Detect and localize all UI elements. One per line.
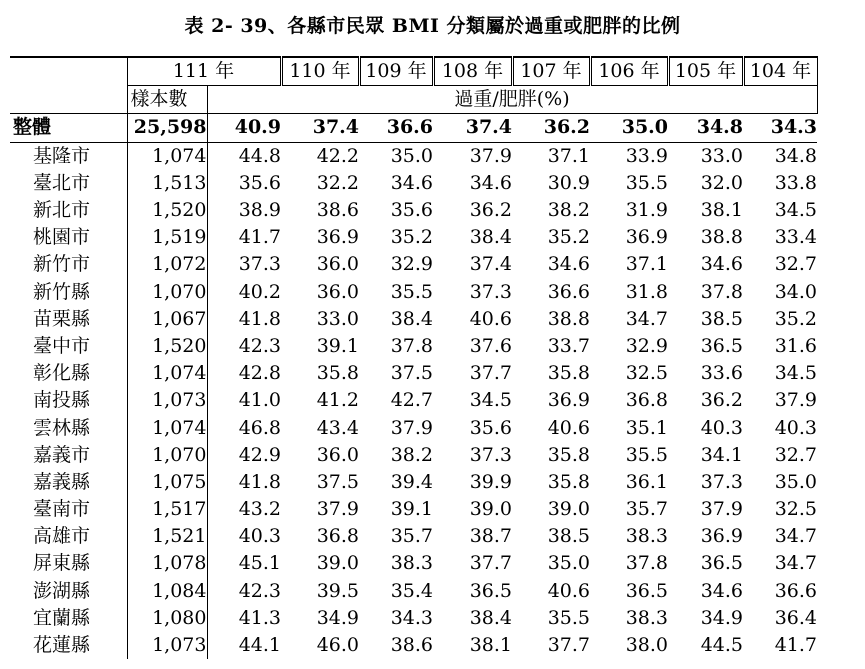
row-name: 臺南市 bbox=[33, 498, 91, 521]
value-cell: 39.0 bbox=[547, 498, 590, 521]
value-cell: 36.9 bbox=[316, 226, 359, 249]
bmi-table bbox=[10, 56, 818, 659]
table-row bbox=[10, 224, 817, 251]
value-cell: 40.3 bbox=[774, 416, 817, 439]
value-cell: 35.5 bbox=[547, 606, 590, 629]
table-row bbox=[10, 306, 817, 333]
value-cell: 35.0 bbox=[390, 144, 433, 167]
value-cell: 34.6 bbox=[700, 253, 743, 276]
table-row bbox=[10, 333, 817, 360]
value-cell: 40.9 bbox=[207, 114, 281, 142]
sample-size-cell: 1,074 bbox=[127, 142, 207, 170]
value-cell: 37.5 bbox=[390, 362, 433, 385]
value-cell: 39.1 bbox=[390, 498, 433, 521]
value-cell: 37.3 bbox=[469, 443, 512, 466]
sample-size-cell: 1,519 bbox=[127, 224, 207, 251]
value-cell: 38.5 bbox=[547, 525, 590, 548]
value-cell: 45.1 bbox=[238, 552, 281, 575]
value-cell: 36.9 bbox=[625, 226, 668, 249]
value-cell: 39.9 bbox=[469, 470, 512, 493]
header-year-111: 111 年 bbox=[127, 57, 281, 86]
row-name: 苗栗縣 bbox=[33, 307, 91, 330]
value-cell: 37.9 bbox=[774, 389, 817, 412]
value-cell: 35.8 bbox=[547, 470, 590, 493]
value-cell: 34.7 bbox=[774, 552, 817, 575]
value-cell: 35.0 bbox=[547, 552, 590, 575]
sample-size-cell: 1,074 bbox=[127, 360, 207, 387]
table-row bbox=[10, 279, 817, 306]
value-cell: 46.0 bbox=[316, 634, 359, 657]
value-cell: 32.7 bbox=[774, 253, 817, 276]
table-row bbox=[10, 442, 817, 469]
value-cell: 34.9 bbox=[316, 606, 359, 629]
header-year-108: 108 年 bbox=[433, 57, 512, 86]
value-cell: 34.5 bbox=[774, 362, 817, 385]
table-row bbox=[10, 605, 817, 632]
value-cell: 34.6 bbox=[469, 171, 512, 194]
row-name: 雲林縣 bbox=[33, 416, 91, 439]
value-cell: 36.5 bbox=[700, 334, 743, 357]
value-cell: 35.8 bbox=[547, 362, 590, 385]
table-row bbox=[10, 170, 817, 197]
value-cell: 38.4 bbox=[390, 307, 433, 330]
value-cell: 40.3 bbox=[238, 525, 281, 548]
value-cell: 35.2 bbox=[390, 226, 433, 249]
value-cell: 34.7 bbox=[774, 525, 817, 548]
sample-size-cell: 1,070 bbox=[127, 279, 207, 306]
value-cell: 39.4 bbox=[390, 470, 433, 493]
value-cell: 36.1 bbox=[625, 470, 668, 493]
table-row bbox=[10, 578, 817, 605]
value-cell: 40.6 bbox=[469, 307, 512, 330]
value-cell: 37.1 bbox=[547, 144, 590, 167]
row-name: 高雄市 bbox=[33, 525, 91, 548]
value-cell: 36.0 bbox=[316, 280, 359, 303]
value-cell: 42.8 bbox=[238, 362, 281, 385]
value-cell: 32.9 bbox=[625, 334, 668, 357]
table-row bbox=[10, 414, 817, 441]
header-row-years bbox=[10, 57, 817, 86]
row-name: 南投縣 bbox=[33, 389, 91, 412]
overweight-obese-header: 過重/肥胖(%) bbox=[207, 86, 817, 114]
value-cell: 37.6 bbox=[469, 334, 512, 357]
value-cell: 33.8 bbox=[774, 171, 817, 194]
value-cell: 38.8 bbox=[547, 307, 590, 330]
sample-size-cell: 1,520 bbox=[127, 333, 207, 360]
value-cell: 38.2 bbox=[547, 199, 590, 222]
header-corner-2 bbox=[10, 86, 127, 114]
value-cell: 37.4 bbox=[469, 253, 512, 276]
value-cell: 30.9 bbox=[547, 171, 590, 194]
value-cell: 36.6 bbox=[359, 114, 433, 142]
value-cell: 40.6 bbox=[547, 416, 590, 439]
row-name: 嘉義市 bbox=[33, 443, 91, 466]
value-cell: 32.2 bbox=[316, 171, 359, 194]
header-corner bbox=[10, 57, 127, 86]
value-cell: 34.7 bbox=[625, 307, 668, 330]
total-row bbox=[10, 114, 817, 142]
value-cell: 35.8 bbox=[547, 443, 590, 466]
value-cell: 33.0 bbox=[316, 307, 359, 330]
value-cell: 38.1 bbox=[469, 634, 512, 657]
row-name: 新北市 bbox=[33, 199, 91, 222]
value-cell: 38.3 bbox=[625, 525, 668, 548]
value-cell: 36.5 bbox=[700, 552, 743, 575]
row-name: 新竹市 bbox=[33, 253, 91, 276]
value-cell: 37.7 bbox=[547, 634, 590, 657]
row-name: 澎湖縣 bbox=[33, 579, 91, 602]
value-cell: 38.3 bbox=[625, 606, 668, 629]
header-year-109: 109 年 bbox=[359, 57, 433, 86]
value-cell: 33.7 bbox=[547, 334, 590, 357]
value-cell: 34.6 bbox=[700, 579, 743, 602]
value-cell: 34.8 bbox=[668, 114, 743, 142]
value-cell: 35.6 bbox=[390, 199, 433, 222]
row-name: 彰化縣 bbox=[33, 362, 91, 385]
table-row bbox=[10, 360, 817, 387]
header-year-106: 106 年 bbox=[590, 57, 668, 86]
value-cell: 38.8 bbox=[700, 226, 743, 249]
value-cell: 35.2 bbox=[774, 307, 817, 330]
value-cell: 41.7 bbox=[238, 226, 281, 249]
row-name: 宜蘭縣 bbox=[33, 606, 91, 629]
value-cell: 39.1 bbox=[316, 334, 359, 357]
table-row bbox=[10, 632, 817, 659]
table-row bbox=[10, 197, 817, 224]
value-cell: 37.4 bbox=[433, 114, 512, 142]
table-row bbox=[10, 387, 817, 414]
sample-size-cell: 1,072 bbox=[127, 251, 207, 278]
value-cell: 38.6 bbox=[316, 199, 359, 222]
value-cell: 39.5 bbox=[316, 579, 359, 602]
value-cell: 38.6 bbox=[390, 634, 433, 657]
sample-size-header: 樣本數 bbox=[127, 86, 207, 114]
value-cell: 38.5 bbox=[700, 307, 743, 330]
table-row bbox=[10, 550, 817, 577]
value-cell: 37.9 bbox=[316, 498, 359, 521]
value-cell: 33.4 bbox=[774, 226, 817, 249]
row-name: 基隆市 bbox=[33, 144, 91, 167]
value-cell: 38.4 bbox=[469, 606, 512, 629]
value-cell: 32.9 bbox=[390, 253, 433, 276]
value-cell: 32.5 bbox=[625, 362, 668, 385]
value-cell: 38.7 bbox=[469, 525, 512, 548]
value-cell: 38.0 bbox=[625, 634, 668, 657]
value-cell: 39.0 bbox=[316, 552, 359, 575]
value-cell: 37.1 bbox=[625, 253, 668, 276]
table-row bbox=[10, 251, 817, 278]
value-cell: 36.6 bbox=[547, 280, 590, 303]
value-cell: 37.8 bbox=[390, 334, 433, 357]
value-cell: 37.4 bbox=[281, 114, 359, 142]
value-cell: 36.0 bbox=[316, 253, 359, 276]
table-row bbox=[10, 523, 817, 550]
value-cell: 43.4 bbox=[316, 416, 359, 439]
value-cell: 37.8 bbox=[700, 280, 743, 303]
sample-size-cell: 1,075 bbox=[127, 469, 207, 496]
sample-size-cell: 1,078 bbox=[127, 550, 207, 577]
value-cell: 37.5 bbox=[316, 470, 359, 493]
value-cell: 35.6 bbox=[469, 416, 512, 439]
value-cell: 33.6 bbox=[700, 362, 743, 385]
sample-size-cell: 1,070 bbox=[127, 442, 207, 469]
table-title: 表 2- 39、各縣市民眾 BMI 分類屬於過重或肥胖的比例 bbox=[184, 15, 681, 37]
value-cell: 34.3 bbox=[743, 114, 817, 142]
header-year-107: 107 年 bbox=[512, 57, 590, 86]
value-cell: 36.6 bbox=[774, 579, 817, 602]
header-row-units bbox=[10, 86, 817, 114]
value-cell: 31.8 bbox=[625, 280, 668, 303]
value-cell: 35.8 bbox=[316, 362, 359, 385]
value-cell: 36.8 bbox=[316, 525, 359, 548]
value-cell: 41.3 bbox=[238, 606, 281, 629]
sample-size-cell: 1,521 bbox=[127, 523, 207, 550]
value-cell: 35.7 bbox=[625, 498, 668, 521]
value-cell: 41.7 bbox=[774, 634, 817, 657]
value-cell: 41.8 bbox=[238, 307, 281, 330]
value-cell: 41.8 bbox=[238, 470, 281, 493]
value-cell: 34.6 bbox=[390, 171, 433, 194]
value-cell: 34.8 bbox=[774, 144, 817, 167]
row-name: 新竹縣 bbox=[33, 280, 91, 303]
value-cell: 38.9 bbox=[238, 199, 281, 222]
value-cell: 38.4 bbox=[469, 226, 512, 249]
value-cell: 36.5 bbox=[625, 579, 668, 602]
value-cell: 35.5 bbox=[625, 443, 668, 466]
table-row bbox=[10, 496, 817, 523]
value-cell: 35.5 bbox=[625, 171, 668, 194]
value-cell: 42.9 bbox=[238, 443, 281, 466]
sample-size-cell: 1,517 bbox=[127, 496, 207, 523]
value-cell: 35.5 bbox=[390, 280, 433, 303]
value-cell: 34.9 bbox=[700, 606, 743, 629]
row-name: 花蓮縣 bbox=[33, 634, 91, 657]
table-row bbox=[10, 469, 817, 496]
row-name: 桃園市 bbox=[33, 226, 91, 249]
value-cell: 35.4 bbox=[390, 579, 433, 602]
value-cell: 34.0 bbox=[774, 280, 817, 303]
value-cell: 34.5 bbox=[774, 199, 817, 222]
value-cell: 40.2 bbox=[238, 280, 281, 303]
value-cell: 34.5 bbox=[469, 389, 512, 412]
value-cell: 37.3 bbox=[238, 253, 281, 276]
value-cell: 36.8 bbox=[625, 389, 668, 412]
value-cell: 32.0 bbox=[700, 171, 743, 194]
header-year-110: 110 年 bbox=[281, 57, 359, 86]
value-cell: 41.2 bbox=[316, 389, 359, 412]
row-name: 臺北市 bbox=[33, 171, 91, 194]
value-cell: 38.1 bbox=[700, 199, 743, 222]
value-cell: 42.3 bbox=[238, 579, 281, 602]
value-cell: 36.9 bbox=[700, 525, 743, 548]
sample-size-cell: 1,074 bbox=[127, 414, 207, 441]
value-cell: 33.9 bbox=[625, 144, 668, 167]
row-name: 屏東縣 bbox=[33, 552, 91, 575]
sample-size-cell: 25,598 bbox=[127, 114, 207, 142]
value-cell: 35.0 bbox=[774, 470, 817, 493]
value-cell: 44.8 bbox=[238, 144, 281, 167]
row-name: 整體 bbox=[10, 114, 127, 142]
value-cell: 32.7 bbox=[774, 443, 817, 466]
value-cell: 34.3 bbox=[390, 606, 433, 629]
value-cell: 31.6 bbox=[774, 334, 817, 357]
header-year-105: 105 年 bbox=[668, 57, 743, 86]
row-name: 嘉義縣 bbox=[33, 470, 91, 493]
value-cell: 36.9 bbox=[547, 389, 590, 412]
value-cell: 37.9 bbox=[390, 416, 433, 439]
value-cell: 46.8 bbox=[238, 416, 281, 439]
value-cell: 37.3 bbox=[469, 280, 512, 303]
value-cell: 35.7 bbox=[390, 525, 433, 548]
sample-size-cell: 1,084 bbox=[127, 578, 207, 605]
table-row bbox=[10, 142, 817, 170]
value-cell: 39.0 bbox=[469, 498, 512, 521]
value-cell: 37.7 bbox=[469, 552, 512, 575]
row-name: 臺中市 bbox=[33, 334, 91, 357]
value-cell: 42.7 bbox=[390, 389, 433, 412]
value-cell: 35.2 bbox=[547, 226, 590, 249]
value-cell: 37.7 bbox=[469, 362, 512, 385]
value-cell: 35.0 bbox=[590, 114, 668, 142]
value-cell: 34.1 bbox=[700, 443, 743, 466]
value-cell: 35.6 bbox=[238, 171, 281, 194]
value-cell: 44.1 bbox=[238, 634, 281, 657]
value-cell: 37.3 bbox=[700, 470, 743, 493]
value-cell: 36.2 bbox=[700, 389, 743, 412]
value-cell: 43.2 bbox=[238, 498, 281, 521]
value-cell: 36.5 bbox=[469, 579, 512, 602]
sample-size-cell: 1,080 bbox=[127, 605, 207, 632]
value-cell: 32.5 bbox=[774, 498, 817, 521]
value-cell: 42.3 bbox=[238, 334, 281, 357]
header-year-104: 104 年 bbox=[743, 57, 817, 86]
value-cell: 36.2 bbox=[469, 199, 512, 222]
value-cell: 38.2 bbox=[390, 443, 433, 466]
sample-size-cell: 1,520 bbox=[127, 197, 207, 224]
value-cell: 41.0 bbox=[238, 389, 281, 412]
value-cell: 37.9 bbox=[469, 144, 512, 167]
sample-size-cell: 1,067 bbox=[127, 306, 207, 333]
value-cell: 40.3 bbox=[700, 416, 743, 439]
value-cell: 36.2 bbox=[512, 114, 590, 142]
value-cell: 44.5 bbox=[700, 634, 743, 657]
value-cell: 34.6 bbox=[547, 253, 590, 276]
value-cell: 42.2 bbox=[316, 144, 359, 167]
value-cell: 36.4 bbox=[774, 606, 817, 629]
sample-size-cell: 1,073 bbox=[127, 387, 207, 414]
value-cell: 37.9 bbox=[700, 498, 743, 521]
value-cell: 40.6 bbox=[547, 579, 590, 602]
value-cell: 37.8 bbox=[625, 552, 668, 575]
value-cell: 35.1 bbox=[625, 416, 668, 439]
value-cell: 38.3 bbox=[390, 552, 433, 575]
value-cell: 31.9 bbox=[625, 199, 668, 222]
sample-size-cell: 1,073 bbox=[127, 632, 207, 659]
value-cell: 33.0 bbox=[700, 144, 743, 167]
value-cell: 36.0 bbox=[316, 443, 359, 466]
sample-size-cell: 1,513 bbox=[127, 170, 207, 197]
